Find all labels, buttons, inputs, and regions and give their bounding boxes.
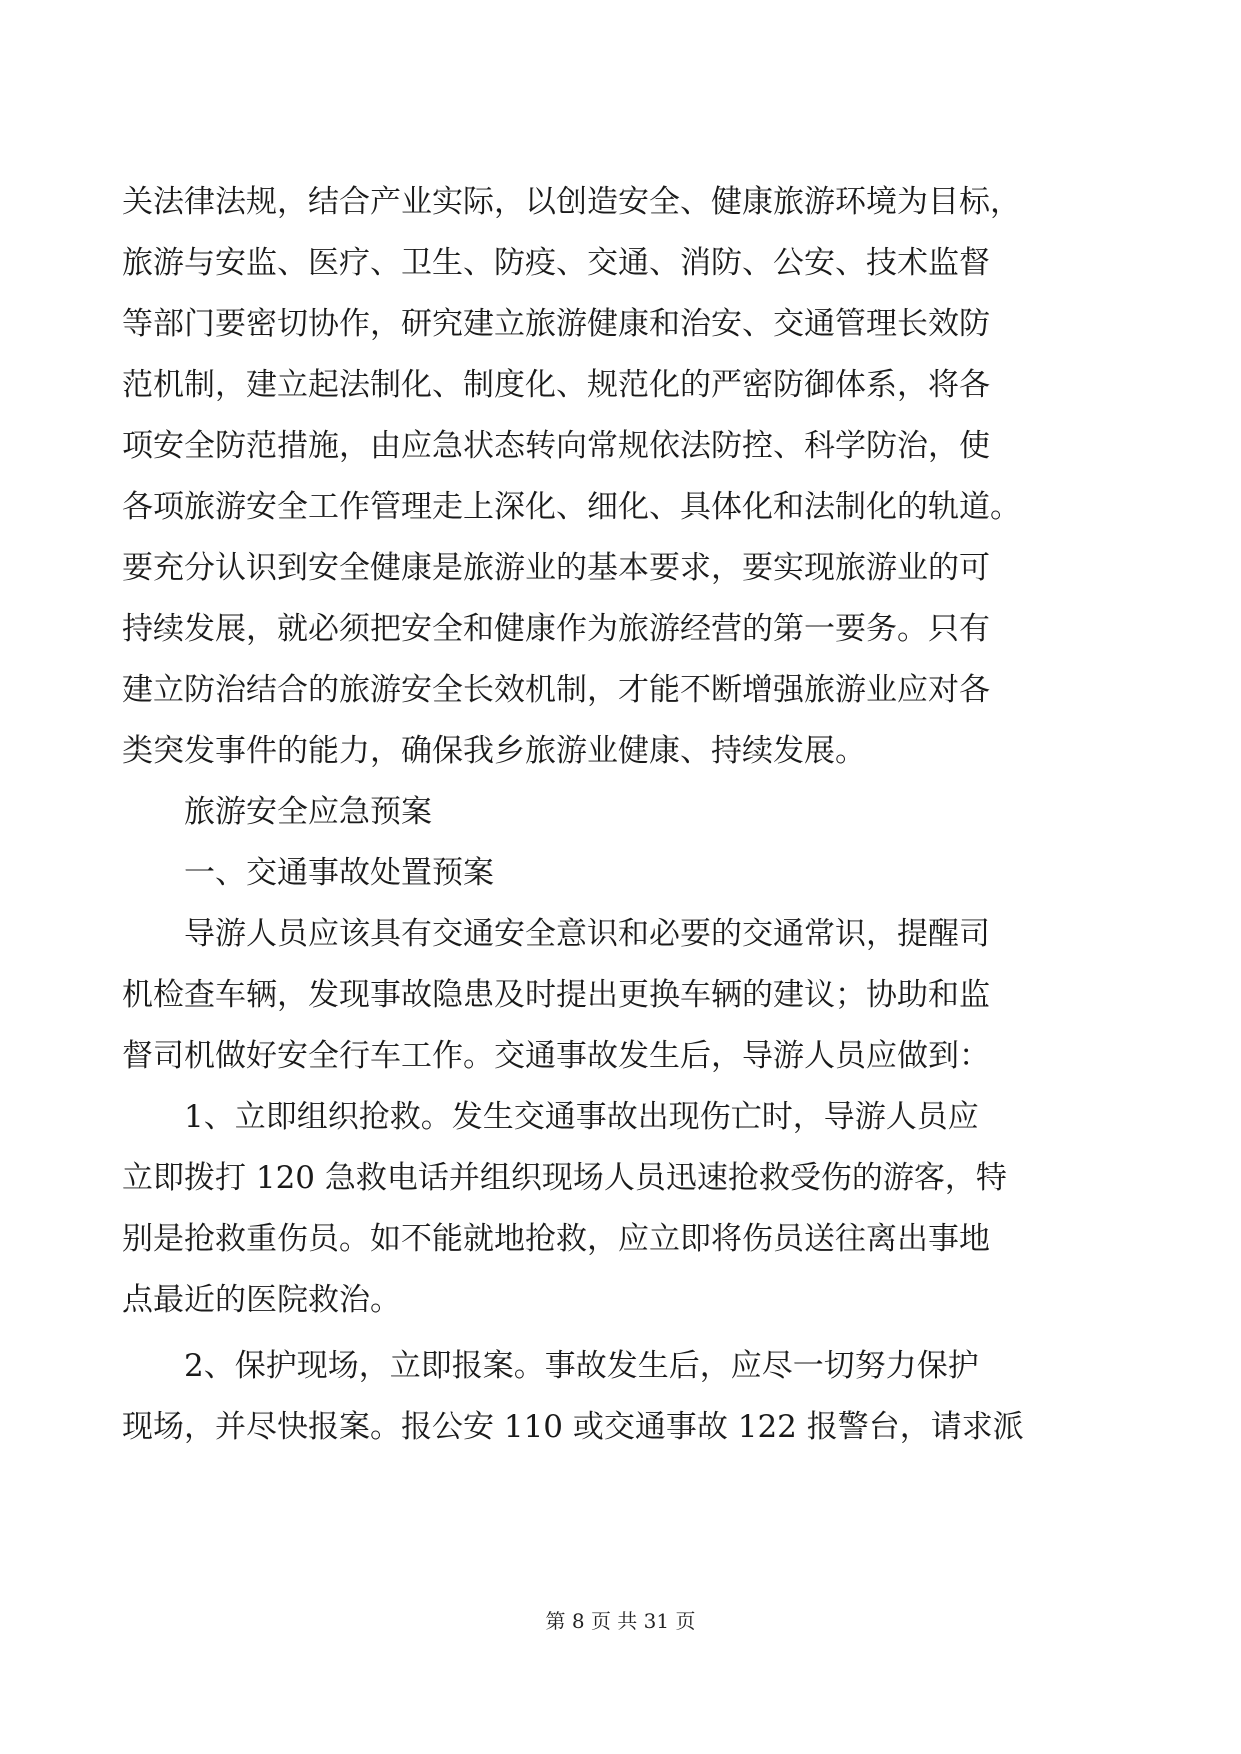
text-line-content: 建立防治结合的旅游安全长效机制，才能不断增强旅游业应对各 xyxy=(122,672,990,708)
subsection-heading xyxy=(184,843,1122,903)
text-line-content: 范机制，建立起法制化、制度化、规范化的严密防御体系，将各 xyxy=(122,367,990,403)
text-line xyxy=(122,355,1122,415)
text-line-content: 立即拨打 120 急救电话并组织现场人员迅速抢救受伤的游客，特 xyxy=(122,1160,1007,1196)
text-line-content: 现场，并尽快报案。报公安 110 或交通事故 122 报警台，请求派 xyxy=(122,1409,1024,1445)
text-line xyxy=(184,1336,1122,1396)
text-line-content: 项安全防范措施，由应急状态转向常规依法防控、科学防治，使 xyxy=(122,428,990,464)
text-line xyxy=(184,1087,1122,1147)
text-line xyxy=(122,233,1122,293)
text-line-content: 1、立即组织抢救。发生交通事故出现伤亡时，导游人员应 xyxy=(184,1099,979,1135)
text-line-content: 要充分认识到安全健康是旅游业的基本要求，要实现旅游业的可 xyxy=(122,550,990,586)
subsection-heading-text: 一、交通事故处置预案 xyxy=(184,855,494,891)
text-line xyxy=(122,538,1122,598)
text-line-content: 别是抢救重伤员。如不能就地抢救，应立即将伤员送往离出事地 xyxy=(122,1221,990,1257)
text-line-content: 持续发展，就必须把安全和健康作为旅游经营的第一要务。只有 xyxy=(122,611,990,647)
section-heading xyxy=(184,782,1122,842)
text-line xyxy=(122,721,1122,781)
page-footer xyxy=(0,1606,1241,1636)
text-line xyxy=(122,1026,1122,1086)
text-line xyxy=(122,416,1122,476)
text-line-content: 各项旅游安全工作管理走上深化、细化、具体化和法制化的轨道。 xyxy=(122,489,1021,525)
text-line-content: 点最近的医院救治。 xyxy=(122,1282,401,1318)
text-line xyxy=(184,904,1122,964)
text-line xyxy=(122,477,1122,537)
text-line xyxy=(122,1209,1122,1269)
text-line-content: 类突发事件的能力，确保我乡旅游业健康、持续发展。 xyxy=(122,733,866,769)
section-heading-text: 旅游安全应急预案 xyxy=(184,794,432,830)
text-line xyxy=(122,1148,1122,1208)
text-line-content: 导游人员应该具有交通安全意识和必要的交通常识，提醒司 xyxy=(184,916,990,952)
page-number-label: 第 8 页 共 31 页 xyxy=(545,1609,696,1633)
text-line xyxy=(122,1397,1122,1457)
text-line-content: 督司机做好安全行车工作。交通事故发生后，导游人员应做到： xyxy=(122,1038,990,1074)
text-line-content: 2、保护现场，立即报案。事故发生后，应尽一切努力保护 xyxy=(184,1348,979,1384)
text-line-content: 关法律法规，结合产业实际，以创造安全、健康旅游环境为目标， xyxy=(122,184,1021,220)
text-line xyxy=(122,294,1122,354)
text-line-content: 旅游与安监、医疗、卫生、防疫、交通、消防、公安、技术监督 xyxy=(122,245,990,281)
text-line xyxy=(122,172,1122,232)
text-line xyxy=(122,660,1122,720)
text-line xyxy=(122,599,1122,659)
text-line-content: 机检查车辆，发现事故隐患及时提出更换车辆的建议；协助和监 xyxy=(122,977,990,1013)
text-line xyxy=(122,1270,1122,1330)
text-line-content: 等部门要密切协作，研究建立旅游健康和治安、交通管理长效防 xyxy=(122,306,990,342)
text-line xyxy=(122,965,1122,1025)
